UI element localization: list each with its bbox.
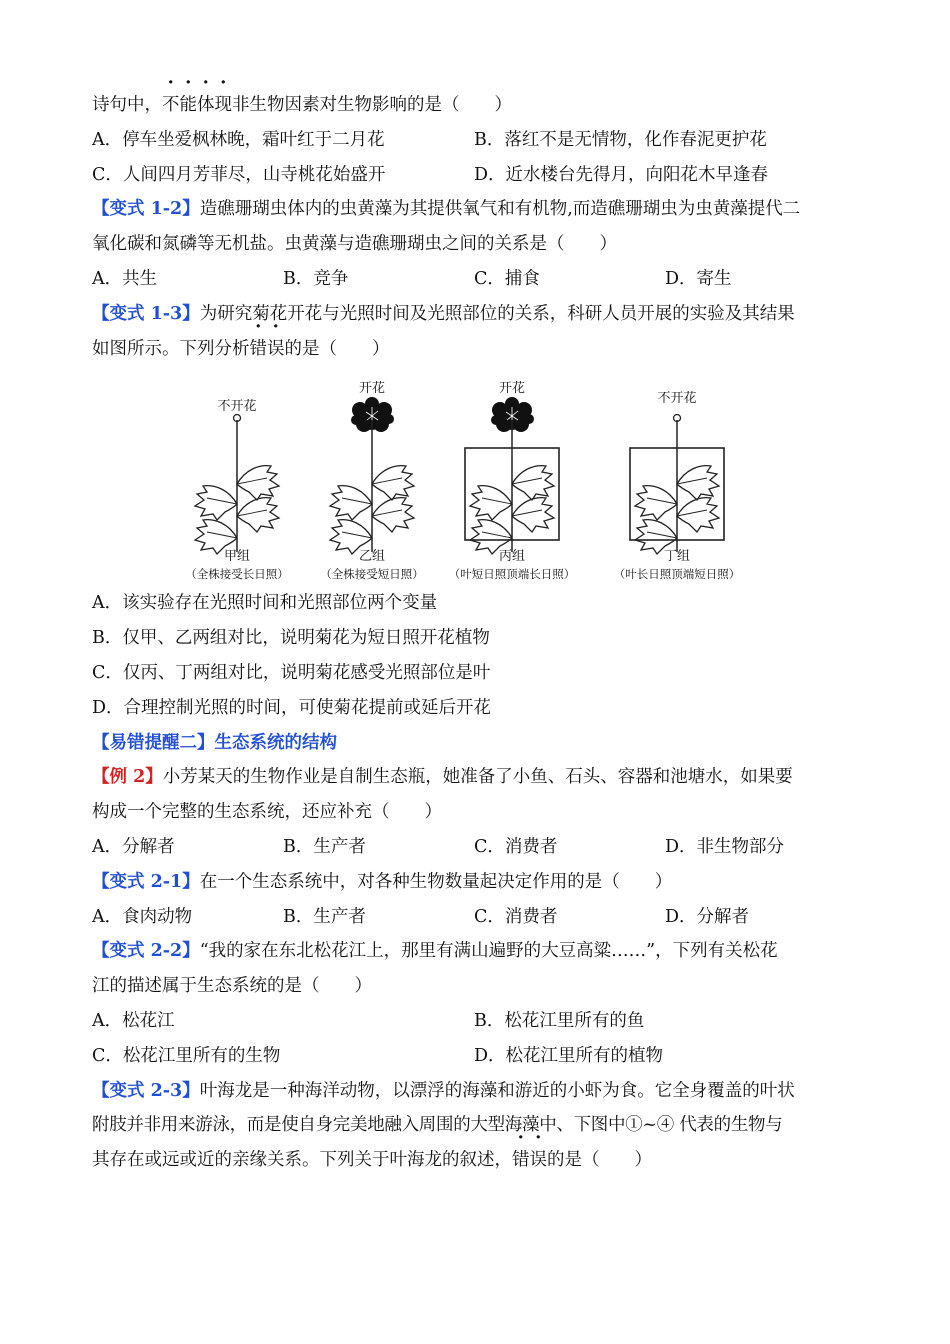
option-a[interactable]: A．分解者 (92, 836, 175, 857)
group-jia (185, 399, 289, 581)
option-row (92, 262, 858, 297)
stem-text: 如图所示。下列分析 (92, 338, 250, 359)
emphasis-char: 误 (267, 338, 285, 359)
option-b[interactable]: B．生产者 (283, 836, 366, 857)
question-tag: 【变式 1-2】 (92, 199, 200, 220)
worksheet-page (92, 88, 858, 1178)
option-a[interactable]: A．该实验存在光照时间和光照部位两个变量 (92, 593, 438, 614)
option-b[interactable]: B．松花江里所有的鱼 (474, 1010, 645, 1031)
option-row[interactable] (92, 586, 858, 621)
emphasis-char: 体 (197, 95, 215, 115)
group-condition: （叶长日照顶端短日照） (613, 567, 741, 582)
option-c[interactable]: C．人间四月芳菲尽，山寺桃花始盛开 (92, 164, 386, 185)
stem-text: 江的描述属于生态系统的是（ ） (92, 976, 372, 997)
option-a[interactable]: A．停车坐爱枫林晚，霜叶红于二月花 (92, 129, 385, 150)
chrysanthemum-experiment-figure (92, 372, 858, 582)
stem-text: 在一个生态系统中，对各种生物数量起决定作用的是（ ） (199, 871, 673, 892)
section-heading (92, 726, 858, 761)
group-name: 丙组 (498, 549, 526, 565)
stem-text: 氧化碳和氮磷等无机盐。虫黄藻与造礁珊瑚虫之间的关系是（ ） (92, 234, 617, 255)
emphasis-char: 错 (512, 1150, 530, 1171)
option-c[interactable]: C．仅丙、丁两组对比，说明菊花感受光照部位是叶 (92, 662, 491, 683)
option-c[interactable]: C．消费者 (474, 836, 558, 857)
group-condition: （全株接受长日照） (185, 567, 289, 582)
group-result: 开花 (498, 381, 526, 397)
question-stem (92, 1108, 858, 1143)
group-bing (449, 381, 576, 581)
question-tag: 【变式 2-3】 (92, 1080, 200, 1101)
stem-text: 造礁珊瑚虫体内的虫黄藻为其提供氧气和有机物,而造礁珊瑚虫为虫黄藻提代二 (199, 199, 801, 220)
option-row[interactable] (92, 656, 858, 691)
emphasis-char: 能 (179, 95, 197, 115)
emphasis-char: 错 (249, 338, 267, 359)
stem-text: 构成一个完整的生态系统，还应补充（ ） (92, 802, 442, 823)
question-stem (92, 227, 858, 262)
group-yi (320, 381, 424, 581)
option-c[interactable]: C．消费者 (474, 906, 558, 927)
group-condition: （叶短日照顶端长日照） (448, 567, 576, 582)
option-row (92, 900, 858, 935)
option-row (92, 830, 858, 865)
option-b[interactable]: B．生产者 (283, 906, 366, 927)
group-result: 不开花 (217, 399, 257, 415)
question-stem (92, 1074, 858, 1109)
question-stem (92, 934, 858, 969)
group-ding (614, 391, 741, 581)
question-tag: 【变式 2-2】 (92, 941, 200, 962)
option-row[interactable] (92, 691, 858, 726)
group-name: 丁组 (663, 549, 691, 565)
stem-text: 叶海龙是一种海洋动物，以漂浮的海藻和游近的小虾为食。它全身覆盖的叶状 (199, 1080, 795, 1101)
question-stem (92, 88, 858, 123)
stem-text: 非生物因素对生物影响的是（ ） (232, 95, 512, 115)
option-row (92, 1004, 858, 1039)
option-c[interactable]: C．松花江里所有的生物 (92, 1045, 281, 1066)
option-d[interactable]: D．近水楼台先得月，向阳花木早逢春 (474, 164, 769, 185)
option-d[interactable]: D．分解者 (665, 906, 750, 927)
emphasis-char: 误 (529, 1150, 547, 1171)
question-tag: 【例 2】 (92, 767, 163, 788)
group-name: 乙组 (358, 549, 386, 565)
option-b[interactable]: B．竞争 (283, 268, 349, 289)
option-row (92, 158, 858, 193)
option-d[interactable]: D．非生物部分 (665, 836, 785, 857)
section-title: 【易错提醒二】生态系统的结构 (92, 732, 337, 753)
option-d[interactable]: D．合理控制光照的时间，可使菊花提前或延后开花 (92, 697, 492, 718)
stem-text: 小芳某天的生物作业是自制生态瓶，她准备了小鱼、石头、容器和池塘水，如果要 (162, 767, 793, 788)
question-stem (92, 795, 858, 830)
group-name: 甲组 (223, 549, 251, 565)
option-a[interactable]: A．松花江 (92, 1010, 175, 1031)
question-stem (92, 1143, 858, 1178)
stem-text: “我的家在东北松花江上，那里有满山遍野的大豆高粱……”，下列有关松花 (199, 941, 778, 962)
group-result: 不开花 (657, 391, 697, 407)
question-stem (92, 969, 858, 1004)
group-condition: （全株接受短日照） (320, 567, 424, 582)
option-row[interactable] (92, 621, 858, 656)
question-stem (92, 192, 858, 227)
option-b[interactable]: B．仅甲、乙两组对比，说明菊花为短日照开花植物 (92, 628, 490, 649)
question-stem (92, 760, 858, 795)
stem-text: 附肢并非用来游泳，而是使自身完美地融入周围的大型海藻中、下图中①~④ 代表的生物与 (92, 1115, 783, 1136)
question-stem (92, 297, 858, 332)
stem-text: 其存在或远或近的亲缘关系。下列关于叶海龙的叙述， (92, 1150, 512, 1171)
question-stem (92, 865, 858, 900)
stem-text: 为研究菊花开花与光照时间及光照部位的关系，科研人员开展的实验及其结果 (199, 303, 795, 324)
option-d[interactable]: D．松花江里所有的植物 (474, 1045, 664, 1066)
stem-text: 诗句中， (92, 95, 162, 115)
question-tag: 【变式 2-1】 (92, 871, 200, 892)
question-tag: 【变式 1-3】 (92, 303, 200, 324)
stem-text: 的是（ ） (547, 1150, 652, 1171)
option-row (92, 1039, 858, 1074)
question-stem (92, 332, 858, 367)
emphasis-char: 现 (214, 95, 232, 115)
option-row (92, 123, 858, 158)
option-c[interactable]: C．捕食 (474, 268, 540, 289)
option-a[interactable]: A．共生 (92, 268, 158, 289)
stem-text: 的是（ ） (284, 338, 390, 359)
option-a[interactable]: A．食肉动物 (92, 906, 193, 927)
group-result: 开花 (358, 381, 386, 397)
option-b[interactable]: B．落红不是无情物，化作春泥更护花 (474, 129, 767, 150)
option-d[interactable]: D．寄生 (665, 268, 732, 289)
emphasis-char: 不 (162, 95, 180, 115)
